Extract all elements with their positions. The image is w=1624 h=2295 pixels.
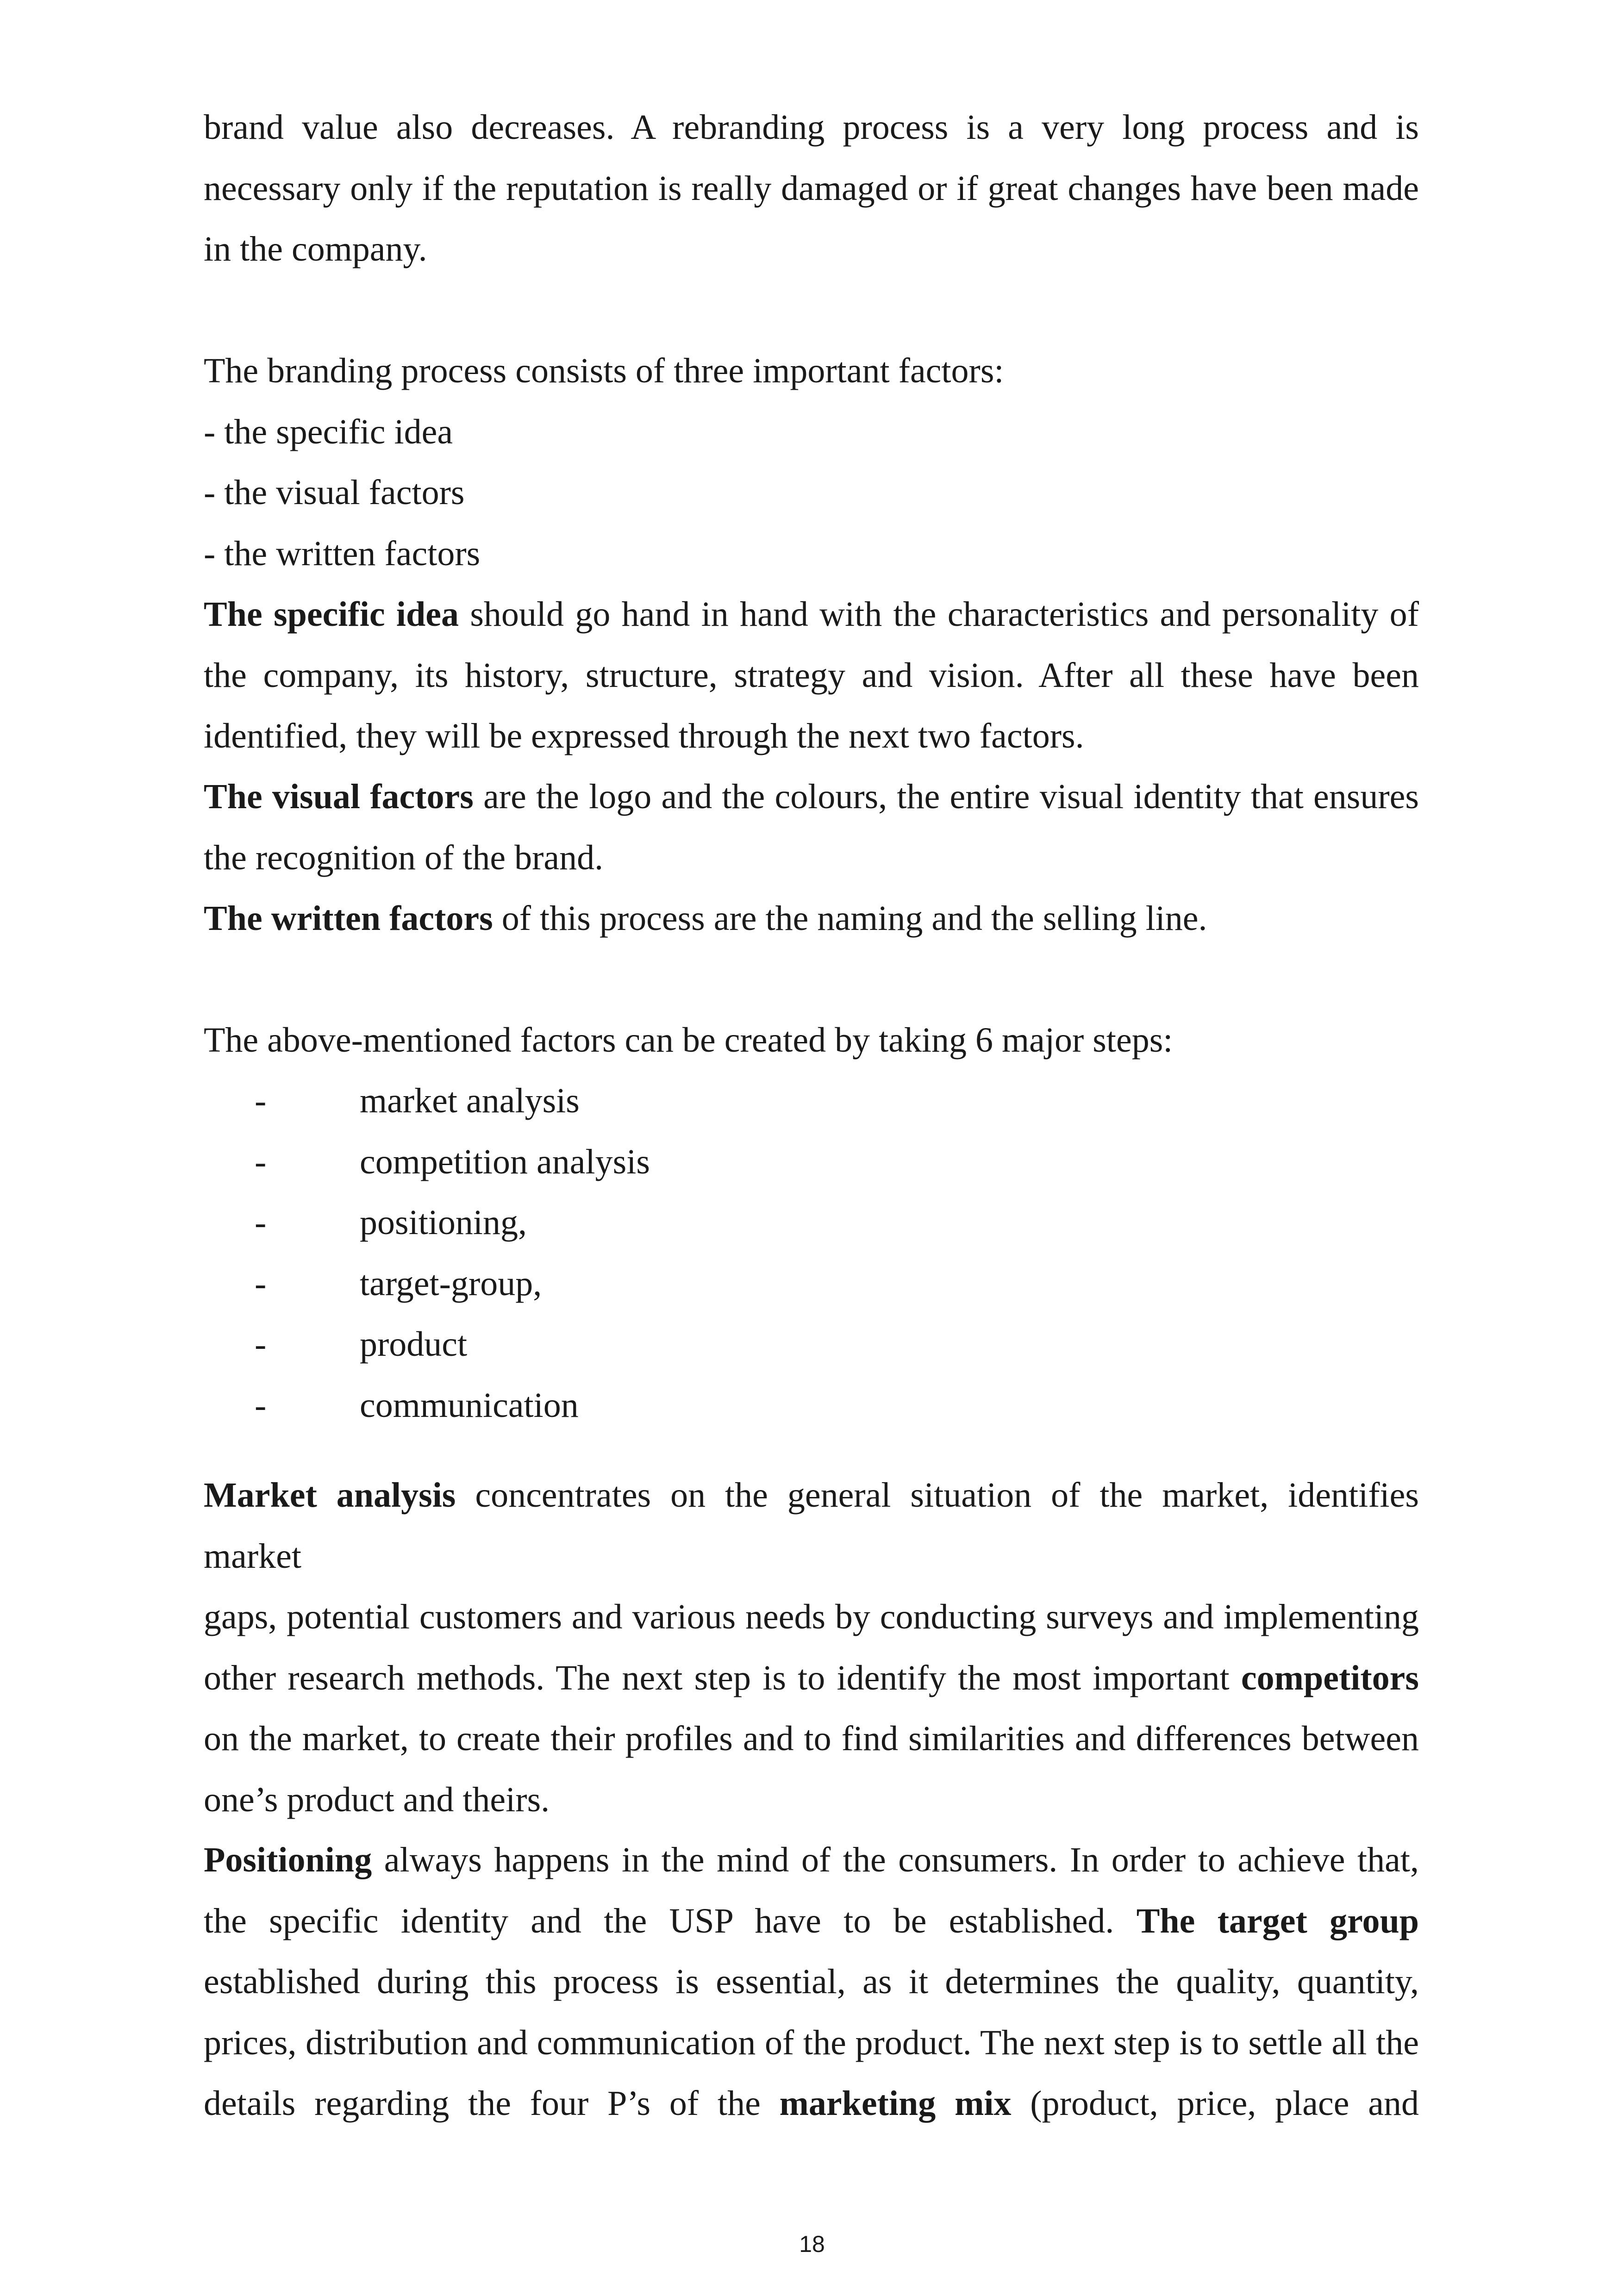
text-line [204, 584, 1419, 645]
text-line [204, 645, 1419, 706]
bold-term: The visual factors [204, 777, 474, 816]
text-span: other research methods. The next step is to identify the most important [204, 1658, 1241, 1697]
step-item-market-analysis [255, 1071, 949, 1131]
branding-factors [204, 341, 1419, 584]
step-label: competition analysis [360, 1142, 650, 1181]
text-line [204, 767, 1419, 828]
list-item: - the written factors [204, 534, 481, 573]
page-number: 18 [799, 2231, 825, 2257]
paragraph-specific-idea [204, 584, 1419, 767]
list-item: - the specific idea [204, 412, 453, 451]
bold-term: Positioning [204, 1840, 372, 1879]
step-label: market analysis [360, 1081, 580, 1120]
step-item-positioning [255, 1192, 949, 1253]
bold-term: competitors [1241, 1658, 1419, 1697]
step-item-communication [255, 1375, 949, 1436]
text-span: (product, price, place and [1011, 2084, 1419, 2123]
text-span: gaps, potential customers and various needs by conducting surveys and implementing [204, 1597, 1419, 1636]
text-span: established during this process is essential, as it determines the quality, quantity, [204, 1962, 1419, 2001]
paragraph-written-factors [204, 888, 1419, 949]
text-line [204, 2073, 1419, 2134]
text-line [204, 1587, 1419, 1648]
dash-marker: - [255, 1264, 267, 1303]
steps-intro [204, 1010, 1419, 1071]
text-span: concentrates on the general situation of the market, identifies market [204, 1476, 1419, 1576]
text-span: always happens in the mind of the consumers. In order to achieve that, [372, 1840, 1419, 1879]
step-item-target-group [255, 1254, 949, 1314]
text-span: brand value also decreases. A rebranding process is a very long process and is [204, 108, 1419, 147]
text-span: the company, its history, structure, strategy and vision. After all these have been [204, 655, 1419, 695]
text-line [204, 219, 1419, 280]
text-span: are the logo and the colours, the entire visual identity that ensures [473, 777, 1419, 816]
text-span: identified, they will be expressed through the next two factors. [204, 717, 1084, 755]
text-line [204, 1770, 1419, 1831]
text-line [204, 1952, 1419, 2013]
step-label: positioning, [360, 1203, 527, 1242]
branding-factors-intro: The branding process consists of three important factors: [204, 351, 1004, 390]
step-label: target-group, [360, 1264, 542, 1303]
text-line [204, 97, 1419, 158]
step-item-competition-analysis [255, 1132, 949, 1192]
paragraph-market-analysis [204, 1465, 1419, 1830]
text-span: of this process are the naming and the selling line. [493, 899, 1207, 938]
text-line [204, 158, 1419, 219]
text-line [204, 828, 1419, 889]
paragraph-intro [204, 97, 1419, 280]
bold-term: Market analysis [204, 1476, 456, 1515]
text-span: one’s product and theirs. [204, 1780, 550, 1819]
text-span: prices, distribution and communication of the product. The next step is to settle all the [204, 2023, 1419, 2062]
text-line: The above-mentioned factors can be created by taking 6 major steps: [204, 1021, 1173, 1060]
text-line [204, 888, 1419, 949]
dash-marker: - [255, 1081, 267, 1120]
dash-marker: - [255, 1203, 267, 1242]
bold-term: The target group [1136, 1901, 1419, 1940]
step-item-product [255, 1314, 949, 1375]
step-label: product [360, 1325, 468, 1364]
text-line [204, 1465, 1419, 1587]
text-line [204, 1648, 1419, 1709]
bold-term: marketing mix [779, 2084, 1012, 2123]
text-span: necessary only if the reputation is really damaged or if great changes have been made [204, 168, 1419, 208]
text-line [204, 1709, 1419, 1770]
text-span: in the company. [204, 230, 427, 268]
text-line [204, 706, 1419, 767]
dash-marker: - [255, 1386, 267, 1425]
bold-term: The specific idea [204, 595, 459, 634]
text-span: on the market, to create their profiles and to find similarities and differences between [204, 1719, 1419, 1758]
text-line [204, 2013, 1419, 2074]
step-label: communication [360, 1386, 579, 1425]
bold-term: The written factors [204, 899, 493, 938]
dash-marker: - [255, 1142, 267, 1181]
text-span: the specific identity and the USP have to be established. [204, 1901, 1137, 1940]
dash-marker: - [255, 1325, 267, 1364]
text-line [204, 1830, 1419, 1891]
paragraph-visual-factors [204, 767, 1419, 888]
text-span: details regarding the four P’s of the [204, 2084, 780, 2123]
text-span: the recognition of the brand. [204, 838, 604, 877]
text-line [204, 1891, 1419, 1952]
paragraph-positioning [204, 1830, 1419, 2134]
list-item: - the visual factors [204, 473, 465, 512]
text-span: should go hand in hand with the characteristics and personality of [459, 595, 1419, 634]
